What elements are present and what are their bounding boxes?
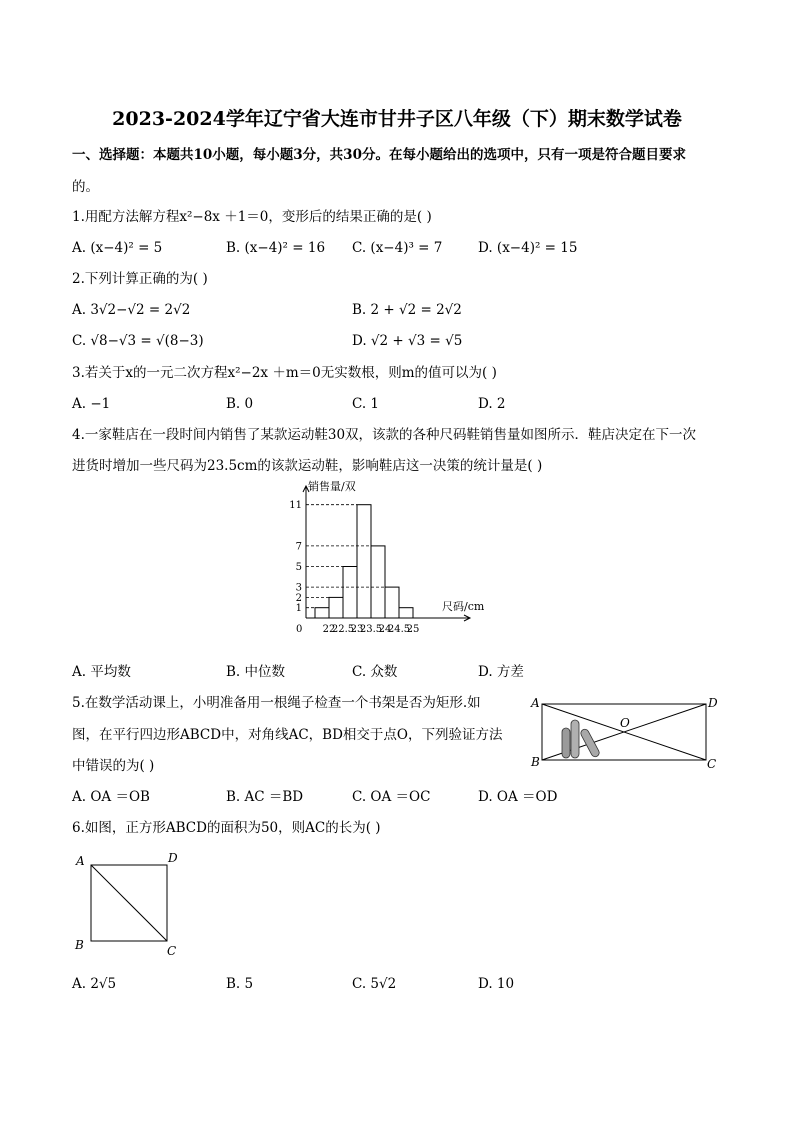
- label-o: O: [620, 716, 630, 730]
- question-5-stem-line2: 图，在平行四边形ABCD中，对角线AC，BD相交于点O，下列验证方法: [72, 727, 503, 743]
- q4-option-d: D. 方差: [478, 664, 524, 680]
- section-heading: 一、选择题：本题共10小题，每小题3分，共30分。在每小题给出的选项中，只有一项是符合题目要求: [72, 147, 686, 163]
- label-a: A: [76, 854, 85, 868]
- q5-bookshelf-figure: [528, 694, 724, 772]
- diagonal-ac: [91, 865, 167, 941]
- y-tick-7: 7: [295, 541, 302, 553]
- shoe-size-bar-chart: [280, 478, 510, 636]
- q4-option-b: B. 中位数: [226, 664, 286, 680]
- q2-option-b: B. 2 + √2 = 2√2: [352, 302, 462, 318]
- q3-option-a: A. −1: [72, 396, 111, 412]
- y-tick-1: 1: [295, 603, 302, 615]
- y-tick-5: 5: [295, 562, 302, 573]
- y-tick-3: 3: [295, 582, 302, 594]
- bar-23.5: [357, 505, 371, 618]
- bar-25: [399, 608, 413, 618]
- bar-22.5: [329, 597, 343, 618]
- question-2-stem: 2.下列计算正确的为( ): [72, 271, 208, 287]
- y-tick-2: 2: [295, 592, 302, 604]
- q5-option-c: C. OA ＝OC: [352, 789, 431, 805]
- q5-option-d: D. OA ＝OD: [478, 789, 558, 805]
- q6-option-a: A. 2√5: [72, 976, 117, 992]
- q4-option-c: C. 众数: [352, 664, 398, 680]
- bar-24.5: [385, 587, 399, 618]
- question-1-stem: 1.用配方法解方程x²−8x ＋1＝0，变形后的结果正确的是( ): [72, 209, 432, 225]
- q2-option-d: D. √2 + √3 = √5: [352, 333, 463, 349]
- q6-option-b: B. 5: [226, 976, 254, 992]
- q3-option-c: C. 1: [352, 396, 380, 412]
- x-tick-22: 22: [322, 624, 336, 635]
- origin-label: 0: [296, 624, 303, 635]
- label-d: D: [708, 696, 718, 710]
- x-tick-24.5: 24.5: [387, 624, 411, 635]
- q2-option-c: C. √8−√3 = √(8−3): [72, 333, 204, 349]
- q1-option-c: C. (x−4)³ = 7: [352, 240, 443, 256]
- q3-option-d: D. 2: [478, 396, 506, 412]
- books-icon: [562, 720, 601, 758]
- question-4-stem-line1: 4.一家鞋店在一段时间内销售了某款运动鞋30双，该款的各种尺码鞋销售量如图所示．鞋店决定在下一次: [72, 427, 697, 443]
- label-c: C: [707, 757, 717, 771]
- page-title: 2023-2024学年辽宁省大连市甘井子区八年级（下）期末数学试卷: [112, 108, 682, 130]
- q4-option-a: A. 平均数: [72, 664, 131, 680]
- y-tick-11: 11: [289, 500, 302, 512]
- label-a: A: [531, 696, 540, 710]
- label-c: C: [167, 944, 177, 958]
- q1-option-b: B. (x−4)² = 16: [226, 240, 326, 256]
- x-tick-23: 23: [350, 624, 364, 635]
- x-tick-25: 25: [406, 624, 420, 635]
- q5-option-a: A. OA ＝OB: [72, 789, 150, 805]
- q1-option-a: A. (x−4)² = 5: [72, 240, 163, 256]
- q2-option-a: A. 3√2−√2 = 2√2: [72, 302, 191, 318]
- x-tick-22.5: 22.5: [331, 624, 355, 635]
- y-axis-label: 销售量/双: [308, 480, 356, 493]
- x-tick-24: 24: [378, 624, 392, 635]
- bar-23: [343, 567, 357, 619]
- q3-option-b: B. 0: [226, 396, 254, 412]
- q6-option-c: C. 5√2: [352, 976, 397, 992]
- q6-square-figure: [72, 848, 184, 960]
- q6-option-d: D. 10: [478, 976, 515, 992]
- bar-22: [315, 608, 329, 618]
- question-4-stem-line2: 进货时增加一些尺码为23.5cm的该款运动鞋，影响鞋店这一决策的统计量是( ): [72, 458, 543, 474]
- question-5-stem-line1: 5.在数学活动课上，小明准备用一根绳子检查一个书架是否为矩形.如: [72, 695, 481, 711]
- question-6-stem: 6.如图，正方形ABCD的面积为50，则AC的长为( ): [72, 820, 381, 836]
- label-b: B: [75, 938, 84, 952]
- label-b: B: [531, 755, 540, 769]
- question-5-stem-line3: 中错误的为( ): [72, 758, 155, 774]
- section-heading-cont: 的。: [72, 179, 99, 195]
- x-axis-label: 尺码/cm: [442, 600, 485, 613]
- bar-24: [371, 546, 385, 618]
- question-3-stem: 3.若关于x的一元二次方程x²−2x ＋m＝0无实数根，则m的值可以为( ): [72, 365, 497, 381]
- q1-option-d: D. (x−4)² = 15: [478, 240, 578, 256]
- x-tick-23.5: 23.5: [359, 624, 383, 635]
- label-d: D: [168, 851, 178, 865]
- q5-option-b: B. AC ＝BD: [226, 789, 304, 805]
